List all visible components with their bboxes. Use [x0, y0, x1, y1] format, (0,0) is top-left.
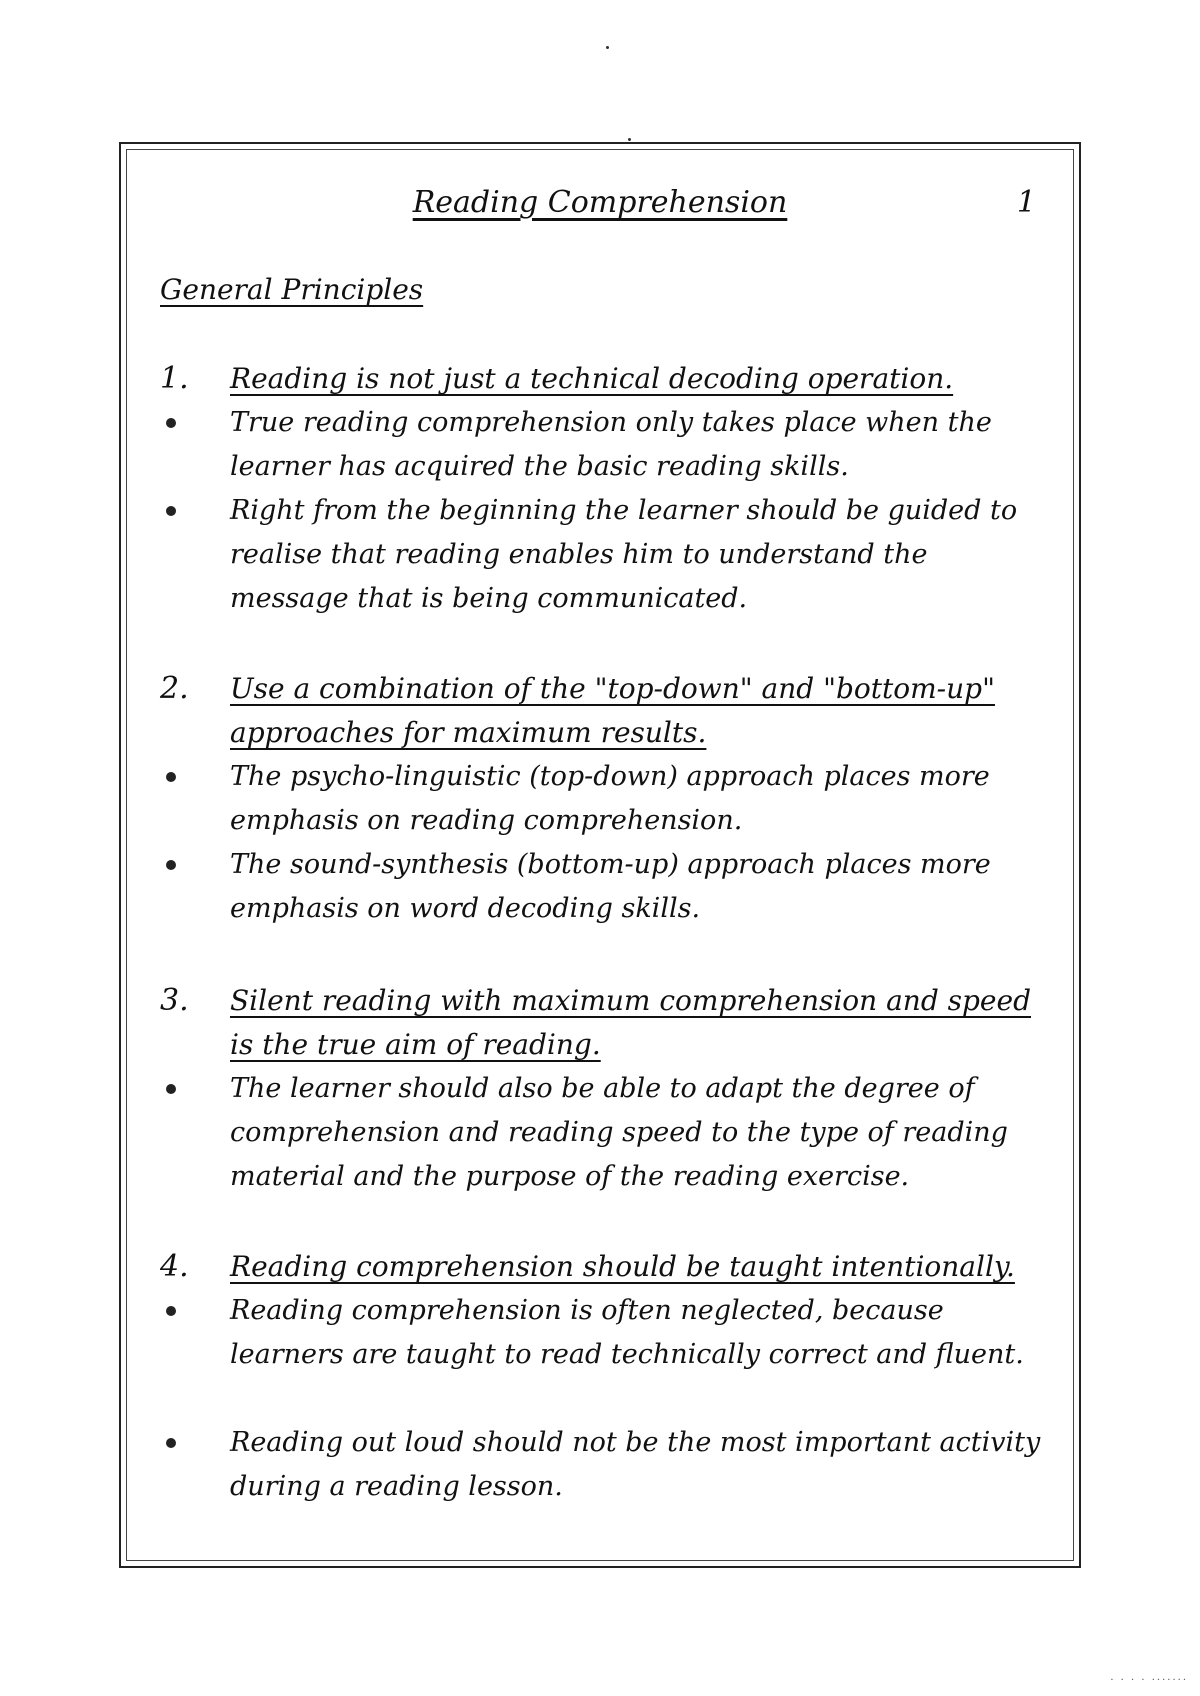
principle-number: 3. — [160, 983, 189, 1018]
bullet-text: The psycho-linguistic (top-down) approach places more emphasis on reading comprehension. — [230, 761, 990, 836]
bullet-text: The sound-synthesis (bottom-up) approach places more emphasis on word decoding skills. — [230, 849, 991, 924]
principle-heading: Reading is not just a technical decoding operation. — [230, 362, 954, 395]
bullet-dot-icon — [166, 418, 176, 428]
bullet-dot-icon — [166, 1084, 176, 1094]
bullet-text: Reading comprehension is often neglected, because learners are taught to read technically correct and fluent. — [230, 1295, 1024, 1370]
bullet-item — [230, 1289, 1050, 1377]
bullet-dot-icon — [166, 860, 176, 870]
bullet-dot-icon — [166, 1438, 176, 1448]
scan-artifact-dots: · · · · ······· — [1110, 1675, 1188, 1686]
scan-speck — [606, 46, 609, 49]
principle-number: 2. — [160, 671, 189, 706]
principle-heading: Use a combination of the "top-down" and "bottom-up" approaches for maximum results. — [230, 672, 995, 749]
scan-speck — [628, 138, 631, 141]
page-number: 1 — [1016, 185, 1036, 220]
bullet-dot-icon — [166, 1306, 176, 1316]
bullet-item — [230, 489, 1050, 621]
principle-heading: Reading comprehension should be taught intentionally. — [230, 1250, 1015, 1283]
principle-number: 1. — [160, 361, 189, 396]
bullet-item — [230, 1067, 1050, 1199]
document-page — [126, 149, 1074, 1561]
document-title-text: Reading Comprehension — [412, 185, 788, 220]
section-heading: General Principles — [160, 273, 424, 306]
bullet-dot-icon — [166, 772, 176, 782]
bullet-item — [230, 1421, 1050, 1509]
principle-number: 4. — [160, 1249, 189, 1284]
bullet-text: True reading comprehension only takes place when the learner has acquired the basic reading skills. — [230, 407, 992, 482]
bullet-dot-icon — [166, 506, 176, 516]
bullet-item — [230, 843, 1050, 931]
document-title — [126, 183, 1074, 223]
bullet-item — [230, 401, 1050, 489]
bullet-text: Reading out loud should not be the most important activity during a reading lesson. — [230, 1427, 1041, 1502]
bullet-item — [230, 755, 1050, 843]
bullet-text: Right from the beginning the learner should be guided to realise that reading enables him to understand the message that is being communicated. — [230, 495, 1018, 614]
bullet-text: The learner should also be able to adapt the degree of comprehension and reading speed to the type of reading material and the purpose of the reading exercise. — [230, 1073, 1008, 1192]
principle-heading: Silent reading with maximum comprehension and speed is the true aim of reading. — [230, 984, 1031, 1061]
